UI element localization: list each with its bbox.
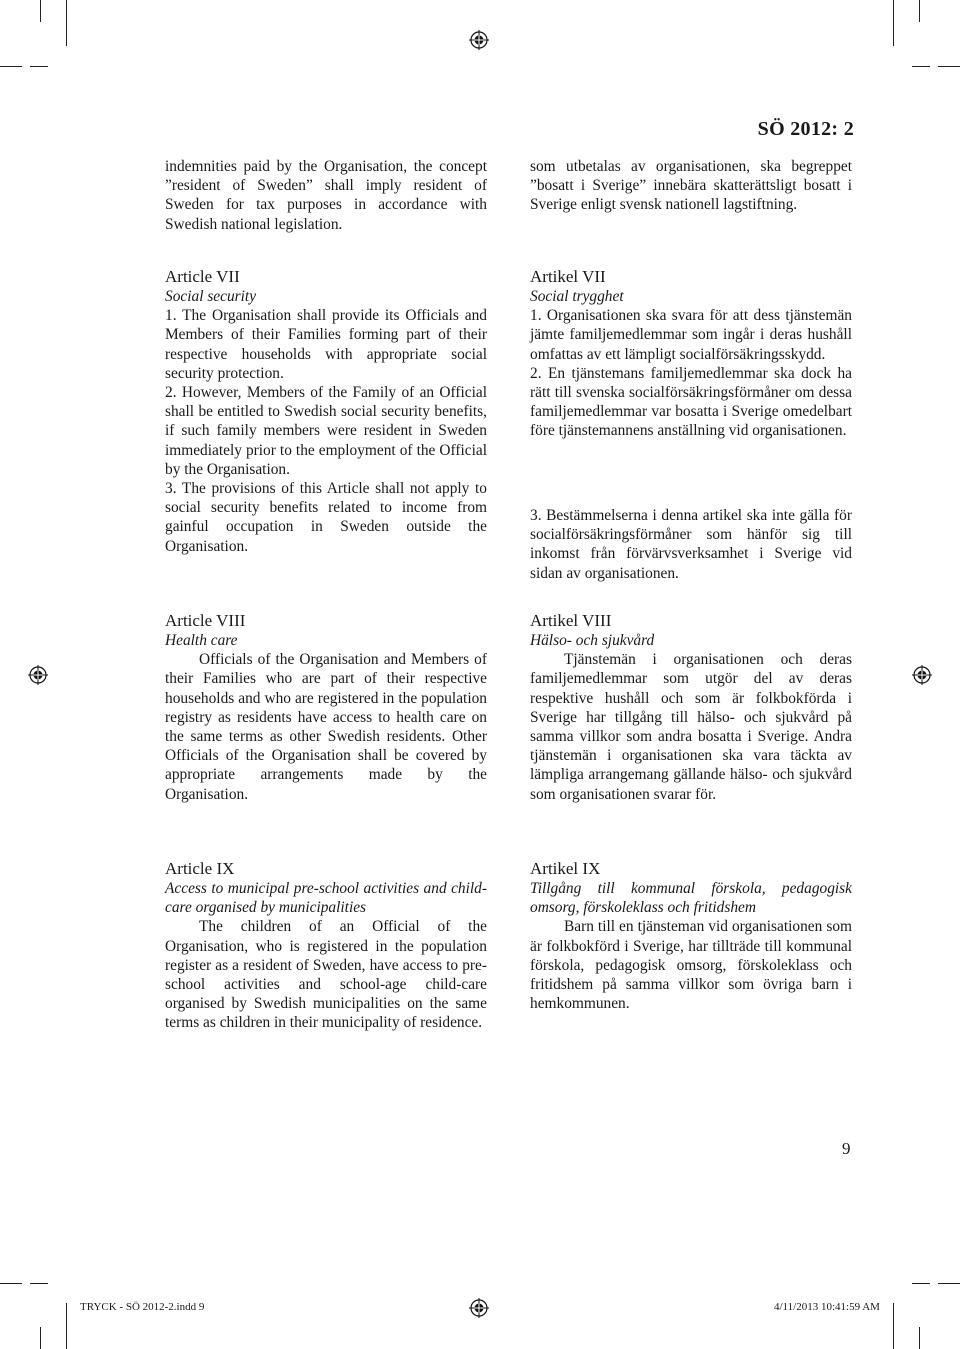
article-subheading: Access to municipal pre-school activities and child-care organised by municipalities: [165, 880, 487, 917]
registration-mark-icon: [28, 665, 48, 685]
crop-mark: [912, 66, 930, 67]
crop-mark: [0, 1283, 22, 1284]
paragraph: 3. Bestämmelserna i denna artikel ska inte gälla för socialförsäkringsförmåner som hänför sig till inkomst från förvärvsverksamhet i Sverige vid sidan av organisationen.: [530, 507, 852, 582]
slug-filename: TRYCK - SÖ 2012-2.indd 9: [80, 1301, 205, 1313]
article-subheading: Tillgång till kommunal förskola, pedagogisk omsorg, förskoleklass och fritidshem: [530, 880, 852, 917]
swedish-article-vii-p3: [530, 506, 852, 583]
registration-mark-icon: [469, 30, 489, 50]
swedish-article-viii: [530, 611, 852, 804]
crop-mark: [66, 0, 67, 46]
article-heading: Article VII: [165, 267, 240, 286]
crop-mark: [30, 1283, 48, 1284]
article-subheading: Health care: [165, 632, 238, 649]
crop-mark: [40, 1327, 41, 1349]
article-heading: Article VIII: [165, 611, 246, 630]
english-article-viii: [165, 611, 487, 804]
article-heading: Artikel VII: [530, 267, 606, 286]
article-subheading: Hälso- och sjukvård: [530, 632, 655, 649]
crop-mark: [893, 1303, 894, 1349]
paragraph: Officials of the Organisation and Members of their Families who are part of their respective households and who are registered in the population registry as residents have access to health care on the same terms as other Swedish residents. Other Officials of the Organisation shall be covered by appropriate arrangements made by the Organisation.: [165, 651, 487, 803]
registration-mark-icon: [469, 1298, 489, 1318]
crop-mark: [912, 1283, 930, 1284]
article-subheading: Social security: [165, 288, 257, 305]
swedish-article-ix: [530, 859, 852, 1013]
crop-mark: [40, 0, 41, 22]
article-heading: Artikel VIII: [530, 611, 612, 630]
crop-mark: [30, 66, 48, 67]
english-article-vii: [165, 267, 487, 556]
paragraph: Barn till en tjänsteman vid organisationen som är folkbokförd i Sverige, har tillträde till kommunal förskola, pedagogisk omsorg, förskoleklass och fritidshem på samma villkor som övriga barn i hemkommunen.: [530, 918, 852, 1013]
crop-mark: [66, 1303, 67, 1349]
paragraph: The children of an Official of the Organisation, who is registered in the population register as a resident of Sweden, have access to pre-school activities and school-age child-care organised by Swedish municipalities on the same terms as children in their municipality of residence.: [165, 918, 487, 1032]
crop-mark: [919, 0, 920, 22]
paragraph: 2. En tjänstemans familjemedlemmar ska dock ha rätt till svenska socialförsäkringsförmåner om dessa familjemedlemmar var bosatta i Sverige omedelbart före tjänstemannens anställning vid organisationen.: [530, 364, 852, 440]
crop-mark: [919, 1327, 920, 1349]
article-heading: Article IX: [165, 859, 235, 878]
swedish-column: [530, 157, 852, 215]
registration-mark-icon: [912, 665, 932, 685]
crop-mark: [0, 66, 22, 67]
paragraph: 1. Organisationen ska svara för att dess tjänstemän jämte familjemedlemmar som ingår i deras hushåll omfattas av ett lämpligt socialförsäkringsskydd.: [530, 307, 852, 363]
crop-mark: [938, 1283, 960, 1284]
paragraph: 2. However, Members of the Family of an Official shall be entitled to Swedish social security benefits, if such family members were resident in Sweden immediately prior to the employment of the Official by the Organisation.: [165, 384, 487, 478]
paragraph: 3. The provisions of this Article shall not apply to social security benefits related to income from gainful occupation in Sweden outside the Organisation.: [165, 480, 487, 555]
page-number: 9: [842, 1139, 851, 1158]
intro-paragraph: som utbetalas av organisationen, ska begreppet ”bosatt i Sverige” innebära skatterättsligt bosatt i Sverige enligt svensk nationell lagstiftning.: [530, 158, 852, 214]
swedish-article-vii: [530, 267, 852, 441]
paragraph: Tjänstemän i organisationen och deras familjemedlemmar som utgör del av deras respektive hushåll och som är folkbokförda i Sverige har tillgång till hälso- och sjukvård på samma villkor som andra bosatta i Sverige. Andra tjänstemän i organisationen ska vara täckta av lämpliga arrangemang gällande hälso- och sjukvård som organisationen svarar för.: [530, 651, 852, 803]
article-heading: Artikel IX: [530, 859, 601, 878]
intro-paragraph: indemnities paid by the Organisation, the concept ”resident of Sweden” shall imply resident of Sweden for tax purposes in accordance with Swedish national legislation.: [165, 158, 487, 233]
english-column: [165, 157, 487, 234]
running-header: SÖ 2012: 2: [757, 118, 854, 140]
paragraph: 1. The Organisation shall provide its Officials and Members of their Families forming part of their respective households with appropriate social security protection.: [165, 307, 487, 382]
slug-timestamp: 4/11/2013 10:41:59 AM: [774, 1301, 880, 1313]
english-article-ix: [165, 859, 487, 1033]
crop-mark: [938, 66, 960, 67]
crop-mark: [893, 0, 894, 46]
article-subheading: Social trygghet: [530, 288, 624, 305]
